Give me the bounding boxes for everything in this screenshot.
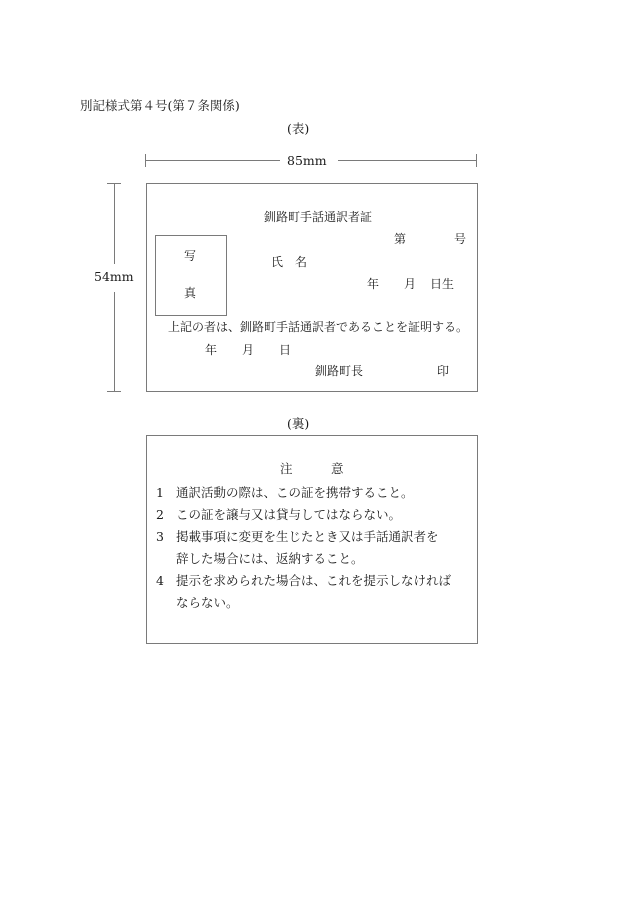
number-dai: 第 <box>394 232 407 246</box>
birth-month: 月 <box>404 277 417 291</box>
notice-item-text: 通訳活動の際は、この証を携帯すること。 <box>176 485 414 500</box>
width-dimension-right-tick <box>476 154 477 167</box>
height-dimension-line-top <box>114 183 115 264</box>
width-dimension-line-right <box>338 160 477 161</box>
notice-item-4-continued: ならない。 <box>176 595 239 610</box>
notice-item-2 <box>156 507 401 523</box>
birth-day: 日生 <box>430 277 455 291</box>
notice-item-text: 掲載事項に変更を生じたとき又は手話通訳者を <box>176 529 439 544</box>
notice-item-3-continued: 辞した場合には、返納すること。 <box>176 551 364 566</box>
notice-item-number: 1 <box>156 485 164 500</box>
issue-day: 日 <box>279 343 292 357</box>
certify-text: 上記の者は、釧路町手話通訳者であることを証明する。 <box>168 320 469 334</box>
card-title: 釧路町手話通訳者証 <box>264 210 373 224</box>
notice-item-1 <box>156 485 414 501</box>
photo-box <box>155 235 227 316</box>
photo-label-2: 真 <box>184 286 197 300</box>
height-dimension-bottom-tick <box>107 391 121 392</box>
name-label: 氏 名 <box>271 255 308 269</box>
notice-item-number: 3 <box>156 529 164 544</box>
issuer: 釧路町長 <box>315 364 364 378</box>
notice-item-text: 提示を求められた場合は、これを提示しなければ <box>176 573 452 588</box>
notice-item-text: この証を譲与又は貸与してはならない。 <box>176 507 402 522</box>
card-front <box>146 183 478 392</box>
width-dimension-line-left <box>145 160 280 161</box>
issue-year: 年 <box>205 343 218 357</box>
birth-year: 年 <box>367 277 380 291</box>
notice-title-2: 意 <box>331 461 344 476</box>
height-dimension-label: 54mm <box>94 269 134 284</box>
notice-item-number: 4 <box>156 573 164 588</box>
photo-label-1: 写 <box>184 249 197 263</box>
form-title: 別記様式第４号(第７条関係) <box>80 98 240 113</box>
notice-item-3 <box>156 529 439 545</box>
notice-item-number: 2 <box>156 507 164 522</box>
seal: 印 <box>437 364 450 378</box>
issue-month: 月 <box>242 343 255 357</box>
back-label: (裏) <box>287 416 310 431</box>
number-go: 号 <box>454 232 467 246</box>
notice-item-4 <box>156 573 451 589</box>
height-dimension-line-bottom <box>114 292 115 391</box>
width-dimension-label: 85mm <box>287 153 327 168</box>
front-label: (表) <box>287 121 310 136</box>
notice-title-1: 注 <box>280 461 293 476</box>
